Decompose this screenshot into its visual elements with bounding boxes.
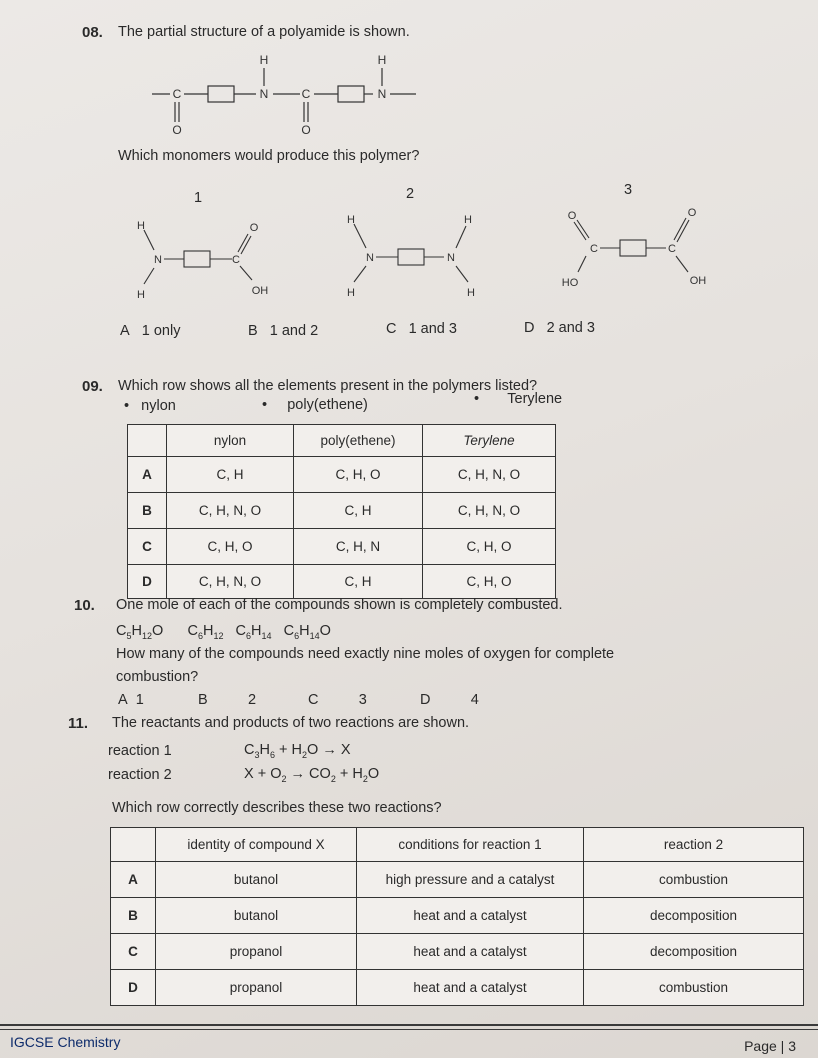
table-cell: C, H, O [423,565,556,599]
option-text: 1 [135,692,144,708]
option-text: 1 and 3 [408,321,457,337]
q08-option-b[interactable] [248,323,318,339]
q08-option-a[interactable] [120,323,180,339]
footer-subject: IGCSE Chemistry [10,1034,121,1050]
table-cell: heat and a catalyst [357,970,584,1006]
table-cell: C, H [294,493,423,529]
polymer-name: nylon [141,398,176,414]
polymer-list-item: • poly(ethene) [262,397,368,413]
table-cell: propanol [156,970,357,1006]
table-header-cell: Terylene [423,425,556,457]
table-row[interactable] [128,565,556,599]
monomer-label-3: 3 [624,182,633,198]
q10-question-line1: How many of the compounds need exactly nine moles of oxygen for complete [116,646,615,662]
atom-o: O [249,222,259,234]
option-letter: C [386,321,397,337]
option-letter: B [248,323,258,339]
reaction-2-equation: $X + O_2 \to CO_2 + H_2O$ [244,766,380,784]
option-letter: C [308,692,319,708]
footer-divider [0,1029,818,1030]
row-letter: D [111,970,156,1006]
q10-compound-list [116,623,331,641]
table-cell: propanol [156,934,357,970]
table-header-cell: reaction 2 [584,828,804,862]
table-cell: combustion [584,862,804,898]
table-header-row [128,425,556,457]
monomer-2-diagram [340,210,500,305]
option-letter: D [420,692,431,708]
atom-c: C [301,87,311,101]
table-cell: C, H, O [167,529,294,565]
table-row[interactable] [111,898,804,934]
table-header-cell: nylon [167,425,294,457]
table-cell: C, H [294,565,423,599]
q09-table [127,424,556,599]
atom-n: N [366,252,374,264]
table-cell: decomposition [584,934,804,970]
polymer-list-item: • nylon [124,398,176,414]
table-cell: combustion [584,970,804,1006]
q10-question-line2: combustion? [116,669,199,685]
q10-option-d[interactable] [420,692,479,708]
q08-number: 08. [82,24,103,41]
table-header-row [111,828,804,862]
q09-stem: Which row shows all the elements present in the polymers listed? [118,378,538,394]
q08-question: Which monomers would produce this polymer? [118,148,420,164]
table-cell: decomposition [584,898,804,934]
table-header-cell [111,828,156,862]
row-letter: D [128,565,167,599]
row-letter: C [111,934,156,970]
q08-option-d[interactable] [524,320,595,336]
option-text: 2 and 3 [546,320,595,336]
atom-n: N [154,254,162,266]
table-cell: C, H, N, O [167,565,294,599]
table-header-cell: conditions for reaction 1 [357,828,584,862]
table-cell: C, H, O [294,457,423,493]
table-cell: C, H, N, O [423,493,556,529]
atom-o: O [687,207,697,219]
atom-h: H [347,287,355,299]
table-header-cell: identity of compound X [156,828,357,862]
monomer-label-2: 2 [406,186,415,202]
table-row[interactable] [111,934,804,970]
option-letter: A [120,323,130,339]
compound: $C_6H_{14}$ [235,623,272,641]
q10-option-b[interactable] [198,692,256,708]
table-header-cell [128,425,167,457]
atom-c: C [668,243,676,255]
option-text: 2 [247,692,257,708]
row-letter: A [111,862,156,898]
footer-divider [0,1024,818,1026]
atom-o: O [567,210,577,222]
compound: $C_6H_{12}$ [187,623,224,641]
option-letter: D [524,320,535,336]
atom-n: N [259,87,269,101]
q10-option-a[interactable] [118,692,144,708]
option-letter: A [118,692,128,708]
atom-h: H [347,214,355,226]
polymer-name: poly(ethene) [287,397,368,413]
atom-h: H [464,214,472,226]
atom-oh: OH [251,285,269,297]
monomer-1-diagram [130,212,280,307]
q11-stem: The reactants and products of two reactions are shown. [112,715,470,731]
option-text: 1 and 2 [269,323,319,339]
row-letter: A [128,457,167,493]
table-header-cell: poly(ethene) [294,425,423,457]
footer-page-number: Page | 3 [744,1038,796,1054]
q08-stem: The partial structure of a polyamide is shown. [118,24,410,40]
table-cell: C, H, N, O [423,457,556,493]
reaction-1-label: reaction 1 [108,743,172,759]
atom-c: C [232,254,240,266]
option-letter: B [198,692,208,708]
reaction-2-label: reaction 2 [108,767,172,783]
table-row[interactable] [128,457,556,493]
table-cell: C, H, N [294,529,423,565]
atom-h: H [137,220,145,232]
polymer-list-item: • Terylene [474,391,563,407]
q10-number: 10. [74,597,95,614]
table-row[interactable] [128,493,556,529]
atom-c: C [172,87,182,101]
q08-option-c[interactable] [386,321,457,337]
atom-n: N [447,252,455,264]
table-cell: butanol [156,862,357,898]
atom-o: O [172,123,182,137]
compound: $C_6H_{14}O$ [283,623,331,641]
option-text: 1 only [141,323,181,339]
q11-table [110,827,804,1006]
table-row[interactable] [111,970,804,1006]
q10-option-c[interactable] [308,692,367,708]
q11-number: 11. [68,715,89,732]
q10-stem: One mole of each of the compounds shown is completely combusted. [116,597,563,613]
atom-h: H [377,53,387,67]
table-cell: heat and a catalyst [357,898,584,934]
table-cell: high pressure and a catalyst [357,862,584,898]
polyamide-structure-diagram [140,42,430,142]
table-cell: C, H [167,457,294,493]
reaction-1-equation: $C_3H_6 + H_2O \to X$ [244,742,351,760]
row-letter: C [128,529,167,565]
option-text: 4 [470,692,479,708]
atom-c: C [590,243,598,255]
atom-h: H [467,287,475,299]
atom-oh: OH [689,275,707,287]
polymer-name: Terylene [507,391,563,407]
q11-question: Which row correctly describes these two reactions? [112,800,442,816]
atom-ho: HO [561,277,579,289]
atom-n: N [377,87,387,101]
option-text: 3 [358,692,367,708]
atom-h: H [259,53,269,67]
monomer-label-1: 1 [194,190,203,206]
atom-h: H [137,289,145,301]
atom-o: O [301,123,311,137]
monomer-3-diagram [556,200,726,300]
row-letter: B [111,898,156,934]
table-cell: butanol [156,898,357,934]
table-cell: heat and a catalyst [357,934,584,970]
table-cell: C, H, O [423,529,556,565]
row-letter: B [128,493,167,529]
table-row[interactable] [128,529,556,565]
table-row[interactable] [111,862,804,898]
q09-number: 09. [82,378,103,395]
table-cell: C, H, N, O [167,493,294,529]
compound: $C_5H_{12}O$ [116,623,164,641]
